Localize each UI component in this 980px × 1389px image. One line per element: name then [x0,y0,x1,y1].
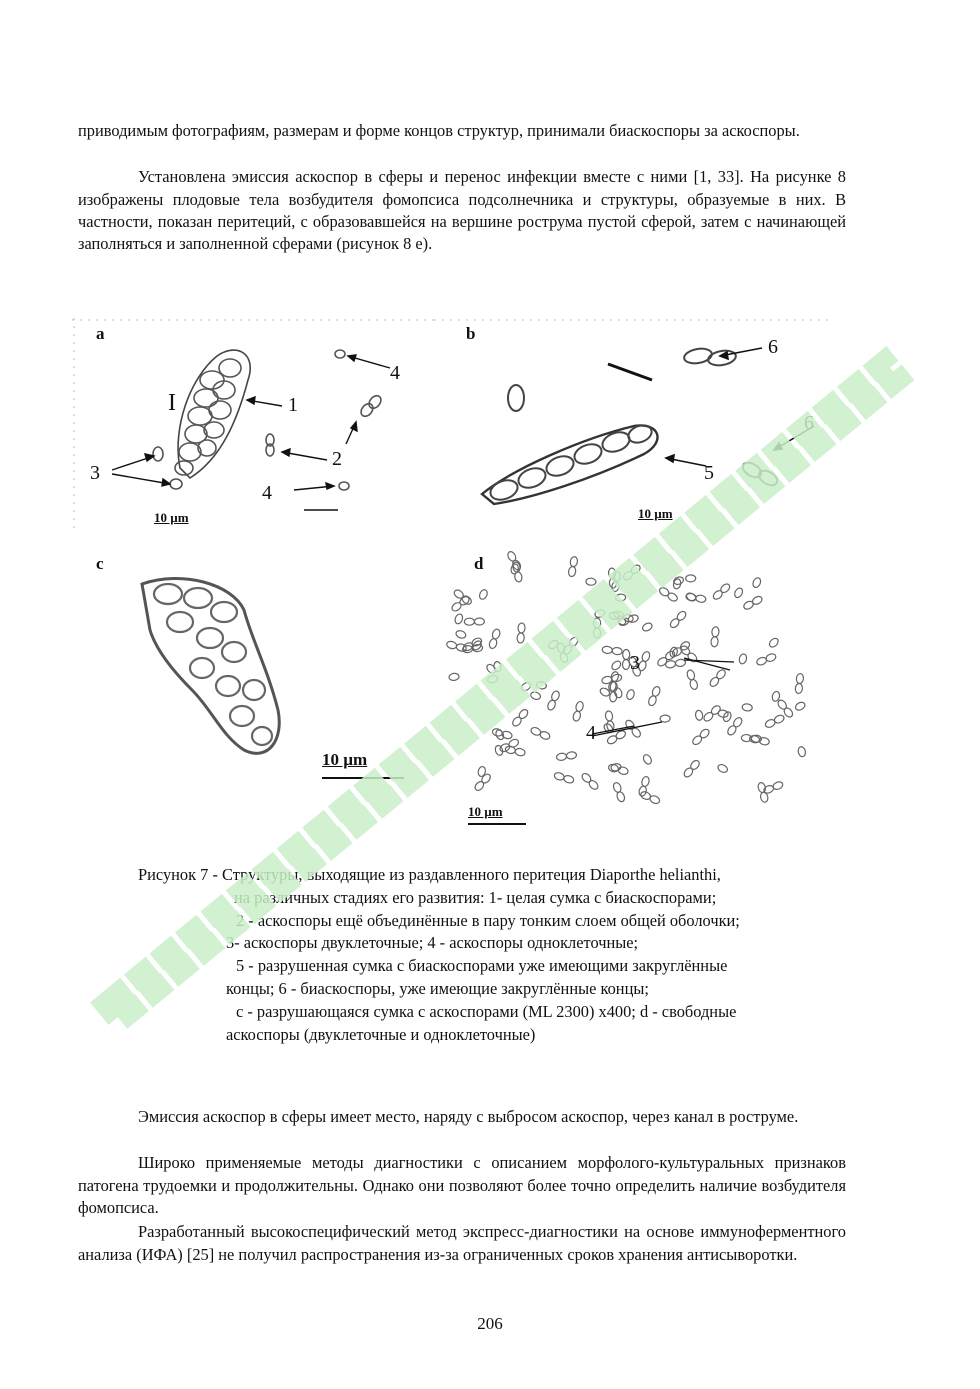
panel-a-marker-3: 3 [90,462,100,484]
spore [580,772,599,791]
spore [449,673,460,681]
panel-d-marker-3: 3 [630,652,640,674]
panel-b [434,318,832,530]
panel-d-label: d [474,554,484,573]
spore [478,588,489,600]
spore [536,681,547,690]
spore [485,663,497,675]
spore [712,582,732,601]
paragraph-emission-rostrum [78,1106,846,1128]
panel-a-scale-bar: 10 µm [154,510,189,525]
panel-a-marker-1: 1 [288,394,298,416]
caption-line-1: Рисунок 7 - Структуры, выходящие из раздавленного перитеция Diaporthe helianthi, [138,865,721,884]
spore [642,753,653,765]
paragraph-emission [78,166,846,255]
spore [711,627,720,648]
spore [640,790,661,805]
spore [610,659,622,671]
spore [594,609,606,619]
spore [682,759,700,779]
spore [530,726,551,741]
spore [752,577,762,589]
panel-a-marker-2: 2 [332,448,342,470]
spore [686,669,699,690]
pointer-line [592,722,662,736]
caption-line-6: концы; 6 - биаскоспоры, уже имеющие закруглённые концы; [226,978,649,998]
panel-d-scale-bar: 10 µm [468,804,503,819]
spore [626,689,636,701]
spore [546,690,560,711]
spore [738,653,747,664]
spore [742,703,753,711]
spore [568,556,578,577]
spore [768,637,780,649]
spore [691,728,711,747]
panel-c-label: c [96,554,104,573]
spore [605,711,615,732]
spore [586,578,596,586]
spore [647,686,661,707]
spore [708,668,726,688]
page-number: 206 [477,1314,503,1333]
spore [572,701,584,722]
caption-line-8: аскоспоры (двуклеточные и одноклеточные) [226,1024,536,1044]
paragraph-diagnostics-text: Широко применяемые методы диагностики с описанием морфолого-культуральных признаков патогена трудоемки и продолжительны. Однако они позволяют более точно определить наличие возбудителя фомопсиса. [78,1153,846,1217]
panel-b-scale-bar: 10 µm [638,506,673,521]
spore [499,738,520,753]
spore [686,575,696,582]
paragraph-emission-text: Установлена эмиссия аскоспор в сферы и перенос инфекции вместе с ними [1, 33]. На рисунке 8 изображены плодовые тела возбудителя фомопсиса подсолнечника и структуры, образуемые в них. В частности, показан перитеций, с образовавшейся на вершине рострума пустой сферой, затем с начинающей заполняться и заполненной сферами (рисунок 8 е). [78,167,846,253]
caption-line-7: с - разрушающаяся сумка с аскоспорами (ML 2300) x400; d - свободные [236,1001,737,1021]
panel-a [72,318,434,530]
spore [454,613,464,625]
spore [742,595,763,611]
panel-c-micrograph [72,540,434,838]
spore [511,708,529,728]
caption-line-3: 2 - аскоспоры ещё объединённые в пару тонким слоем общей оболочки; [236,910,740,930]
panel-b-marker-5: 5 [704,462,714,484]
spore [794,701,806,712]
paragraph-diagnostics [78,1152,846,1219]
spore [757,782,769,803]
spore [455,629,467,639]
paragraph-continuation: приводимым фотографиям, размерам и форме концов структур, принимали биаскоспоры за аскоспоры. [78,121,800,141]
spore [612,782,626,803]
paragraph-ifa-method-text: Разработанный высокоспецифический метод экспресс-диагностики на основе иммуноферментного анализа (ИФА) [25] не получил распространения из-за ограниченных сроков хранения антисыворотки. [78,1222,846,1264]
spore [702,704,722,723]
panel-a-marker-4-top: 4 [390,362,400,384]
panel-d-marker-4: 4 [586,722,596,744]
spore [494,745,504,757]
panel-b-marker-6-top: 6 [768,336,778,358]
panel-c [72,540,434,838]
panel-b-marker-6-right: 6 [804,412,814,434]
spore [685,591,697,602]
paragraph-emission-rostrum-text: Эмиссия аскоспор в сферы имеет место, наряду с выбросом аскоспор, через канал в роструме. [138,1107,799,1127]
spore [797,746,806,757]
spore [656,650,676,668]
pointer-line [592,726,634,734]
spore [660,715,670,722]
spore [756,653,777,667]
spore [669,610,688,629]
spore [473,773,492,793]
spore [517,623,526,644]
panel-a-roman-one: I [168,390,176,416]
caption-line-2: на различных стадиях его развития: 1- целая сумка с биаскоспорами; [234,887,717,907]
spore [733,587,744,599]
spore [764,714,785,729]
panel-a-label: a [96,324,105,343]
spore [795,673,804,694]
caption-line-4: 3- аскоспоры двуклеточные; 4 - аскоспоры одноклеточные; [226,933,639,953]
spore [556,751,577,761]
spore [594,618,601,638]
spore [622,649,629,669]
spore [487,674,498,683]
panel-a-micrograph [72,318,434,530]
panel-c-scale-bar: 10 µm [322,750,368,769]
spore [492,728,513,740]
panel-d-micrograph [434,540,832,838]
spore [717,763,729,774]
spore [530,691,542,701]
spore [641,622,653,633]
spore [763,781,784,795]
paragraph-ifa-method [78,1221,846,1265]
spore [622,563,642,581]
caption-line-5: 5 - разрушенная сумка с биаскоспорами уже имеющими закруглённые [236,956,728,976]
spore [602,646,623,655]
figure-caption [138,864,858,1046]
spore [494,729,505,741]
spore [488,628,501,649]
spore [695,710,703,721]
panel-b-label: b [466,324,476,343]
panel-d [434,540,832,838]
spore [520,681,532,692]
spore [615,594,625,602]
spore [464,618,484,625]
spore [553,772,574,785]
spore [726,716,743,736]
panel-a-marker-4-bottom: 4 [262,482,272,504]
figure-7 [72,318,832,838]
